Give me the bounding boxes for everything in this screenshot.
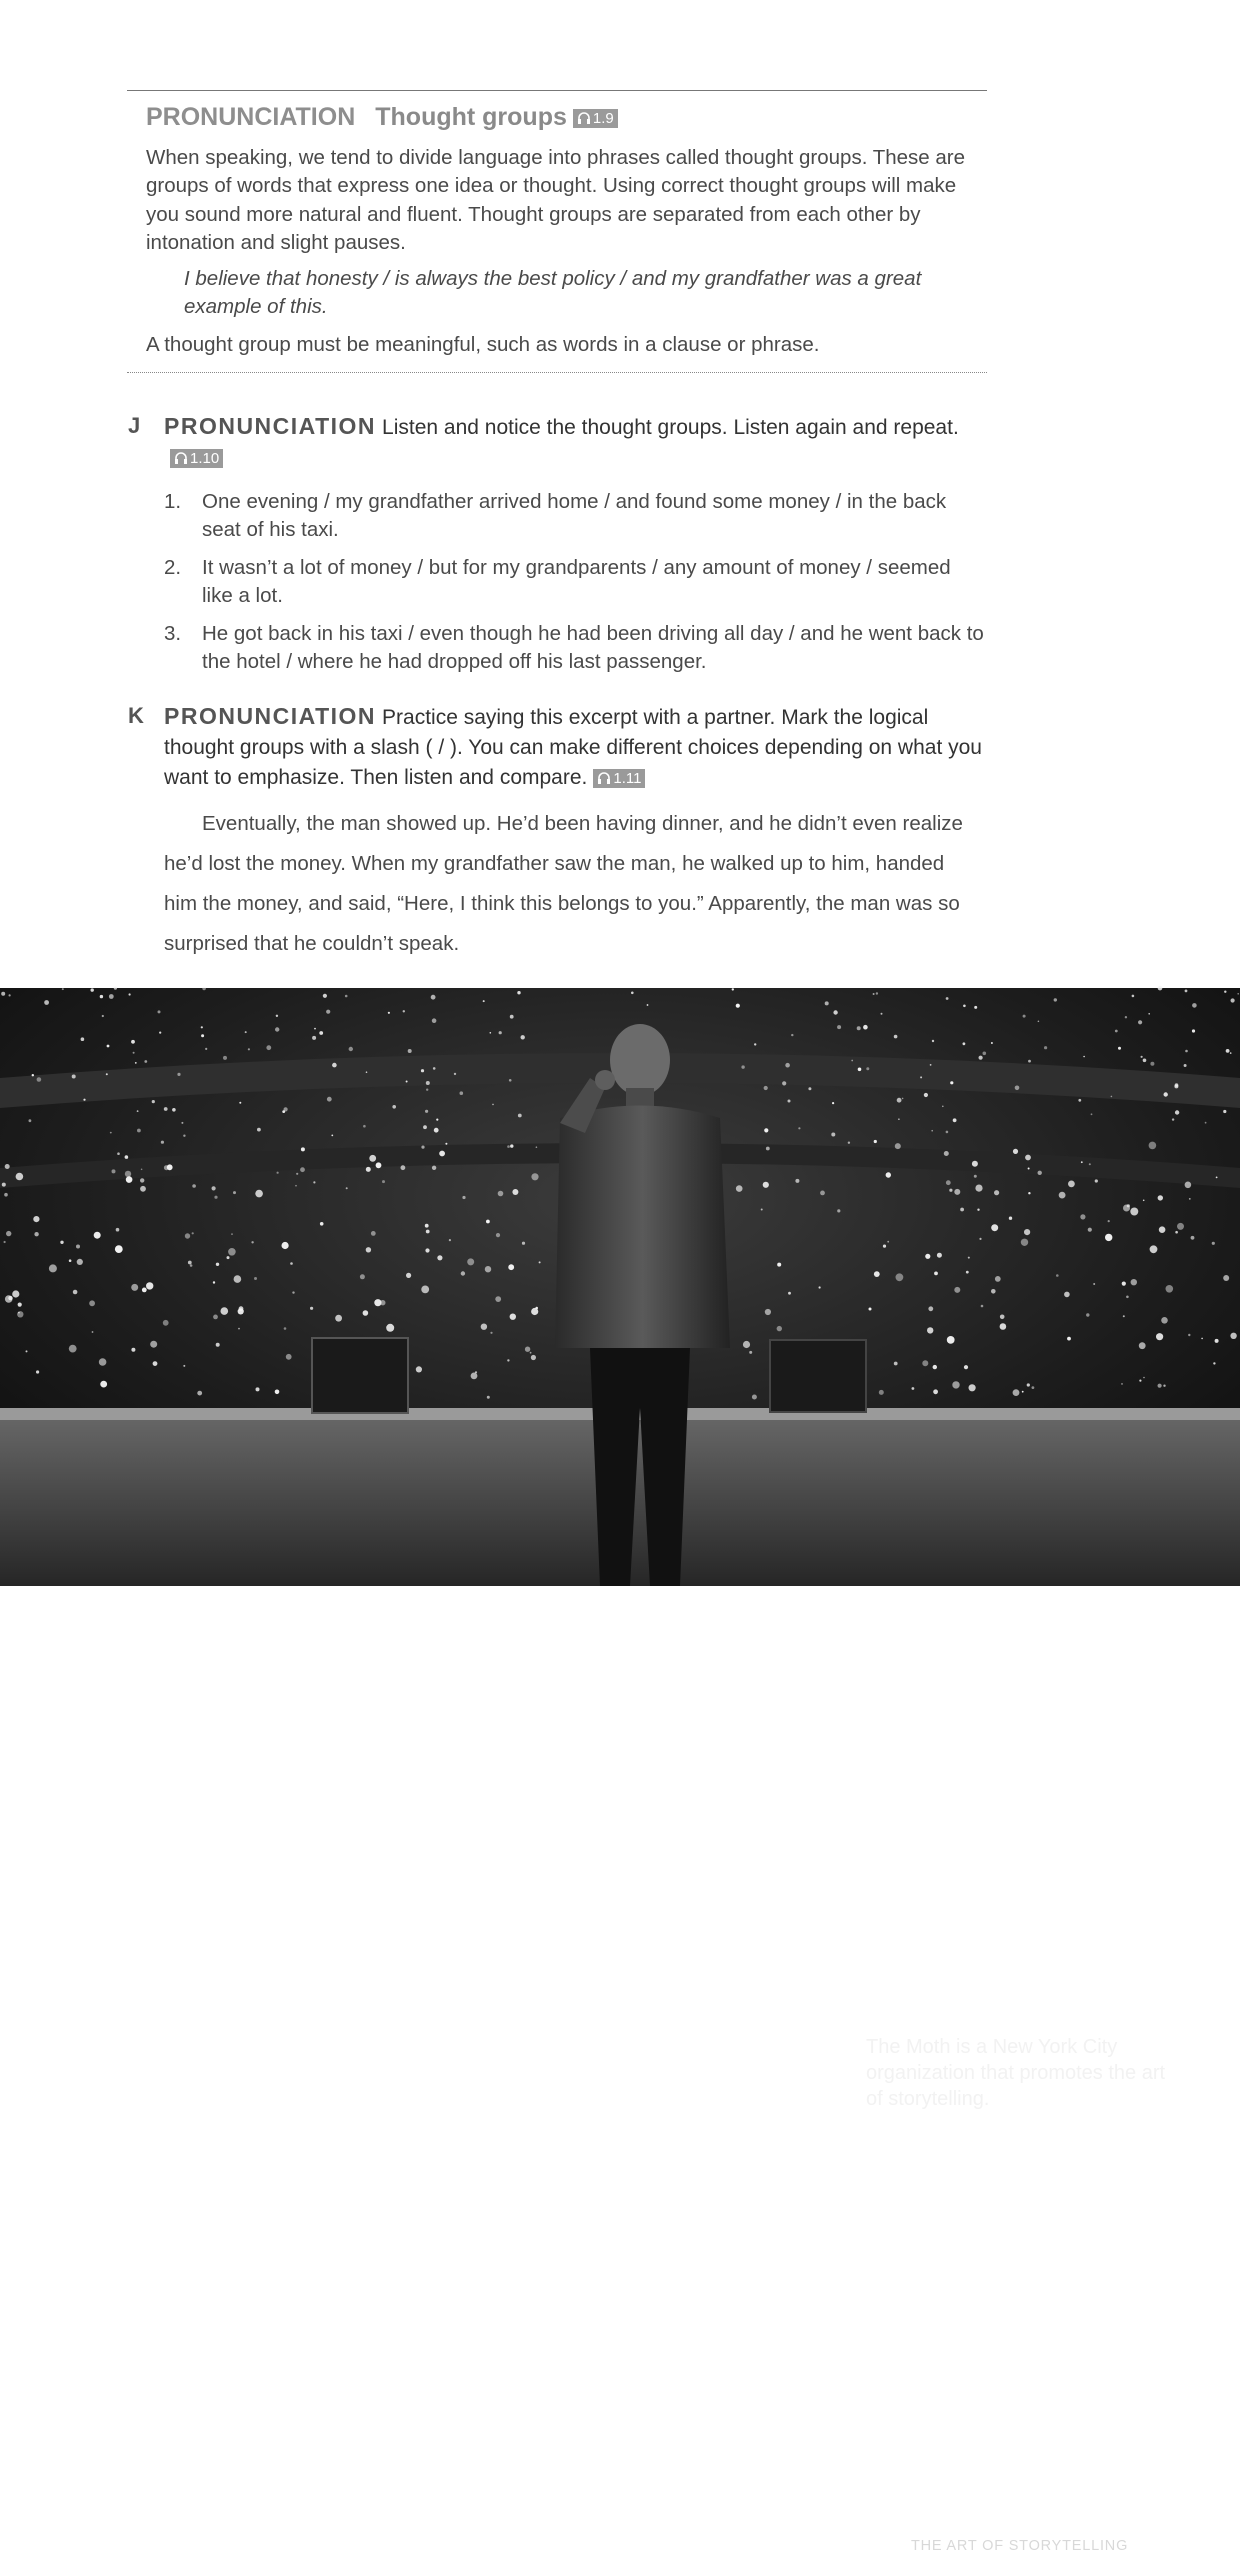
exercise-k-excerpt: Eventually, the man showed up. He’d been having dinner, and he didn’t even realize he’d lost the money. When my grandfather saw the man, he walked up to him, handed him the money, and said, “Here, I think this belongs to you.” Apparently, the man was so surprised that he couldn’t speak. [164, 812, 963, 955]
box-bottom-rule [127, 372, 987, 373]
exercise-tag: PRONUNCIATION [164, 413, 377, 439]
audio-track-number: 1.10 [190, 449, 220, 467]
audio-track-number: 1.11 [613, 769, 642, 787]
exercise-tag: PRONUNCIATION [164, 703, 377, 729]
headphones-icon [174, 452, 188, 465]
exercise-letter: J [128, 413, 141, 438]
box-note: A thought group must be meaningful, such as words in a clause or phrase. [146, 333, 820, 356]
headphones-icon [597, 772, 611, 785]
list-item-number: 3. [164, 621, 182, 645]
audio-track-number: 1.9 [592, 109, 614, 127]
storyteller-stage-photo [0, 988, 1240, 2554]
exercise-j-list [164, 488, 984, 685]
exercise-instruction-text: Listen and notice the thought groups. Listen again and repeat. [382, 416, 959, 439]
list-item [164, 488, 984, 545]
list-item-text: It wasn’t a lot of money / but for my grandparents / any amount of money / seemed like a lot. [202, 555, 951, 608]
exercise-j [128, 411, 988, 473]
headphones-icon [577, 112, 591, 125]
box-top-rule [127, 90, 987, 91]
audio-badge-1-11[interactable] [593, 769, 645, 788]
stage-photo-illustration [0, 988, 1240, 1586]
list-item [164, 554, 984, 611]
box-heading-main: PRONUNCIATION [146, 103, 356, 131]
list-item-number: 2. [164, 555, 182, 579]
footer-section-title: THE ART OF STORYTELLING [911, 2538, 1129, 2554]
page-footer [911, 2534, 1162, 2555]
audio-badge-1-9[interactable] [573, 109, 618, 128]
photo-caption: The Moth is a New York City organization that promotes the art of storytelling. [866, 2036, 1166, 2110]
list-item-number: 1. [164, 490, 182, 513]
audio-badge-1-10[interactable] [170, 449, 223, 468]
list-item-text: One evening / my grandfather arrived home / and found some money / in the back seat of his taxi. [202, 490, 947, 542]
box-body-text: When speaking, we tend to divide language into phrases called thought groups. These are groups of words that express one idea or thought. Using correct thought groups will make you sound more natural and fluent. Thought groups are separated from each other by intonation and slight pauses. [146, 146, 966, 255]
exercise-instruction [164, 411, 988, 473]
box-heading-sub: Thought groups [375, 103, 567, 131]
exercise-instruction-text: Practice saying this excerpt with a partner. Mark the logical thought groups with a slash ( / ). You can make different choices depending on what you want to emphasize. Then listen and compare. [164, 706, 982, 789]
page-number: 17 [1142, 2534, 1163, 2554]
list-item [164, 620, 984, 677]
exercise-instruction [164, 701, 988, 793]
list-item-text: He got back in his taxi / even though he had been driving all day / and he went back to the hotel / where he had dropped off his last passenger. [202, 621, 984, 674]
box-example-sentence: I believe that honesty / is always the best policy / and my grandfather was a great example of this. [184, 267, 922, 319]
pronunciation-box-heading [146, 103, 618, 132]
box-body [146, 144, 976, 258]
exercise-k [128, 701, 988, 793]
exercise-letter: K [128, 703, 144, 728]
